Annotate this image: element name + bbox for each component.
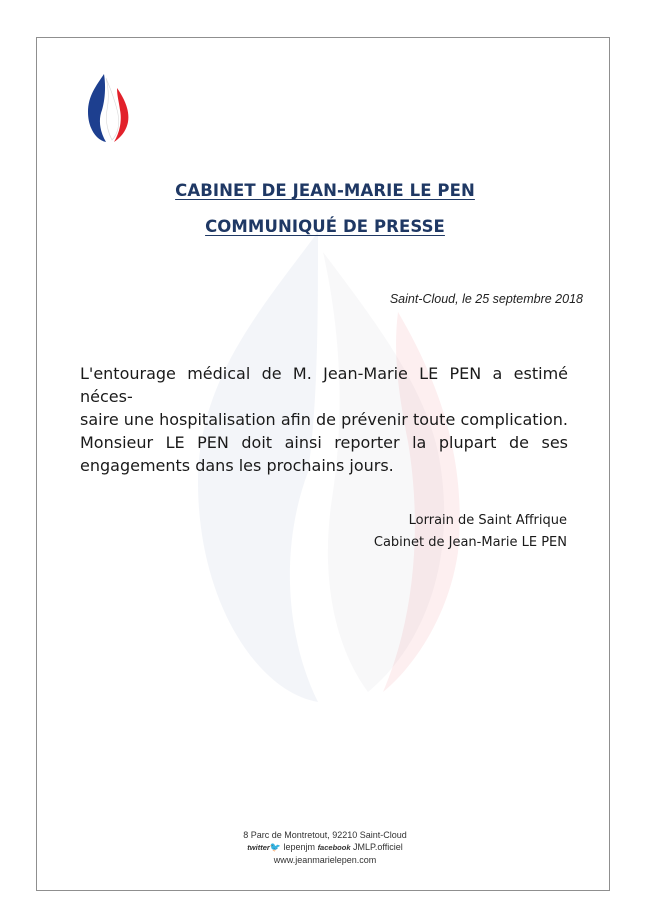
title-cabinet: CABINET DE JEAN-MARIE LE PEN <box>175 181 475 200</box>
date-line: Saint-Cloud, le 25 septembre 2018 <box>389 292 583 306</box>
facebook-handle[interactable]: JMLP.officiel <box>353 842 403 852</box>
body-paragraph <box>80 362 568 477</box>
facebook-label: facebook <box>317 843 351 852</box>
body-line: Monsieur LE PEN doit ainsi reporter la plupart de ses <box>80 433 568 452</box>
signature-office: Cabinet de Jean-Marie LE PEN <box>373 535 567 550</box>
body-line: L'entourage médical de M. Jean-Marie LE PEN a estimé néces- <box>80 364 568 406</box>
flame-logo-icon <box>84 72 132 144</box>
footer-social <box>0 841 650 854</box>
footer-address: 8 Parc de Montretout, 92210 Saint-Cloud <box>243 830 407 840</box>
footer-website[interactable]: www.jeanmarielepen.com <box>273 855 377 865</box>
title-communique: COMMUNIQUÉ DE PRESSE <box>205 217 445 236</box>
twitter-label: twitter <box>247 843 270 852</box>
body-line: engagements dans les prochains jours. <box>80 456 394 475</box>
signature-name: Lorrain de Saint Affrique <box>408 513 567 528</box>
footer <box>0 829 650 866</box>
body-line: saire une hospitalisation afin de prévenir toute complication. <box>80 410 568 429</box>
twitter-handle[interactable]: lepenjm <box>283 842 316 852</box>
signature-block <box>374 510 567 554</box>
twitter-bird-icon: 🐦 <box>269 842 281 852</box>
